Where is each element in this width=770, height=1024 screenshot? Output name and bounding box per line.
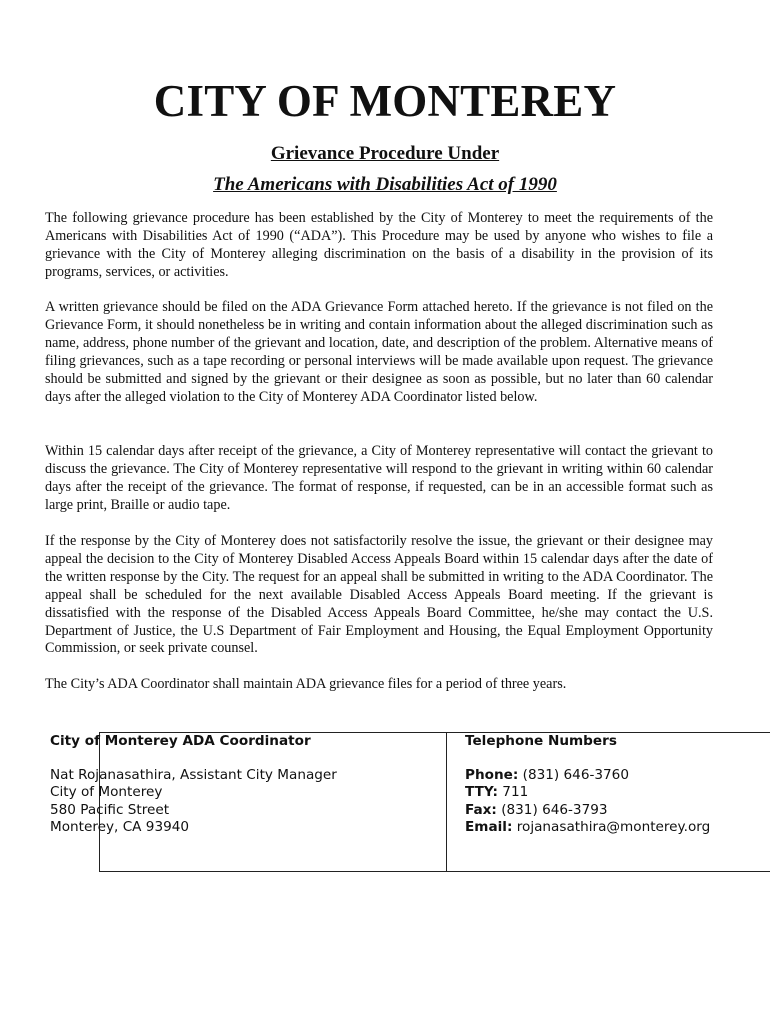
phone-line (465, 767, 765, 784)
fax-line (465, 802, 765, 819)
coordinator-organization: City of Monterey (50, 784, 163, 801)
email-line (465, 819, 765, 836)
paragraph-records: The City’s ADA Coordinator shall maintain ADA grievance files for a period of three years. (45, 676, 567, 692)
phone-value: (831) 646-3760 (518, 767, 629, 784)
coordinator-name: Nat Rojanasathira, Assistant City Manager (50, 767, 337, 784)
paragraph-response: Within 15 calendar days after receipt of the grievance, a City of Monterey representative will contact the grievant to discuss the grievance. The City of Monterey representative will respond to the grievant in writing within 60 calendar days after the receipt of the grievance. The format of response, if requested, can be in an accessible format such as large print, Braille or audio tape. (45, 443, 713, 513)
paragraph-appeal: If the response by the City of Monterey does not satisfactorily resolve the issue, the grievant or their designee may appeal the decision to the City of Monterey Disabled Access Appeals Board within 15 calendar days after the date of the written response by the City. The request for an appeal shall be submitted in writing to the ADA Coordinator. The appeal shall be scheduled for the next available Disabled Access Appeals Board meeting. If the grievant is dissatisfied with the response of the Disabled Access Appeals Board Committee, he/she may contact the U.S. Department of Justice, the U.S Department of Fair Employment and Housing, the Equal Employment Opportunity Commission, or seek private counsel. (45, 533, 713, 657)
act-name-subtitle: The Americans with Disabilities Act of 1990 (213, 174, 557, 195)
tty-label: TTY: (465, 784, 498, 801)
fax-value: (831) 646-3793 (496, 801, 608, 818)
page-title: CITY OF MONTEREY (153, 76, 617, 126)
email-label: Email: (465, 818, 513, 835)
coordinator-city: Monterey, CA 93940 (50, 818, 190, 835)
coordinator-street: 580 Pacific Street (50, 801, 170, 818)
contact-table-divider (446, 732, 447, 872)
document-subtitle: Grievance Procedure Under (270, 143, 500, 164)
phone-label: Phone: (465, 767, 519, 784)
coordinator-contact-column (50, 733, 440, 836)
telephone-numbers-column (465, 733, 765, 836)
email-value: rojanasathira@monterey.org (512, 818, 711, 835)
paragraph-purpose: The following grievance procedure has been established by the City of Monterey to meet the requirements of the Americans with Disabilities Act of 1990 (“ADA”). This Procedure may be used by anyone who wishes to file a grievance with the City of Monterey alleging discrimination on the basis of a disability in the provision of its programs, services, or activities. (45, 210, 713, 280)
telephone-heading: Telephone Numbers (465, 733, 617, 749)
fax-label: Fax: (465, 801, 497, 818)
coordinator-heading: City of Monterey ADA Coordinator (50, 733, 311, 749)
tty-line (465, 784, 765, 801)
tty-value: 711 (497, 784, 529, 801)
paragraph-filing: A written grievance should be filed on the ADA Grievance Form attached hereto. If the grievance is not filed on the Grievance Form, it should nonetheless be in writing and contain information about the alleged discrimination such as name, address, phone number of the grievant and location, date, and description of the problem. Alternative means of filing grievances, such as a tape recording or personal interviews will be made available upon request. The grievance should be submitted and signed by the grievant or their designee as soon as possible, but no later than 60 calendar days after the alleged violation to the City of Monterey ADA Coordinator listed below. (45, 299, 713, 405)
